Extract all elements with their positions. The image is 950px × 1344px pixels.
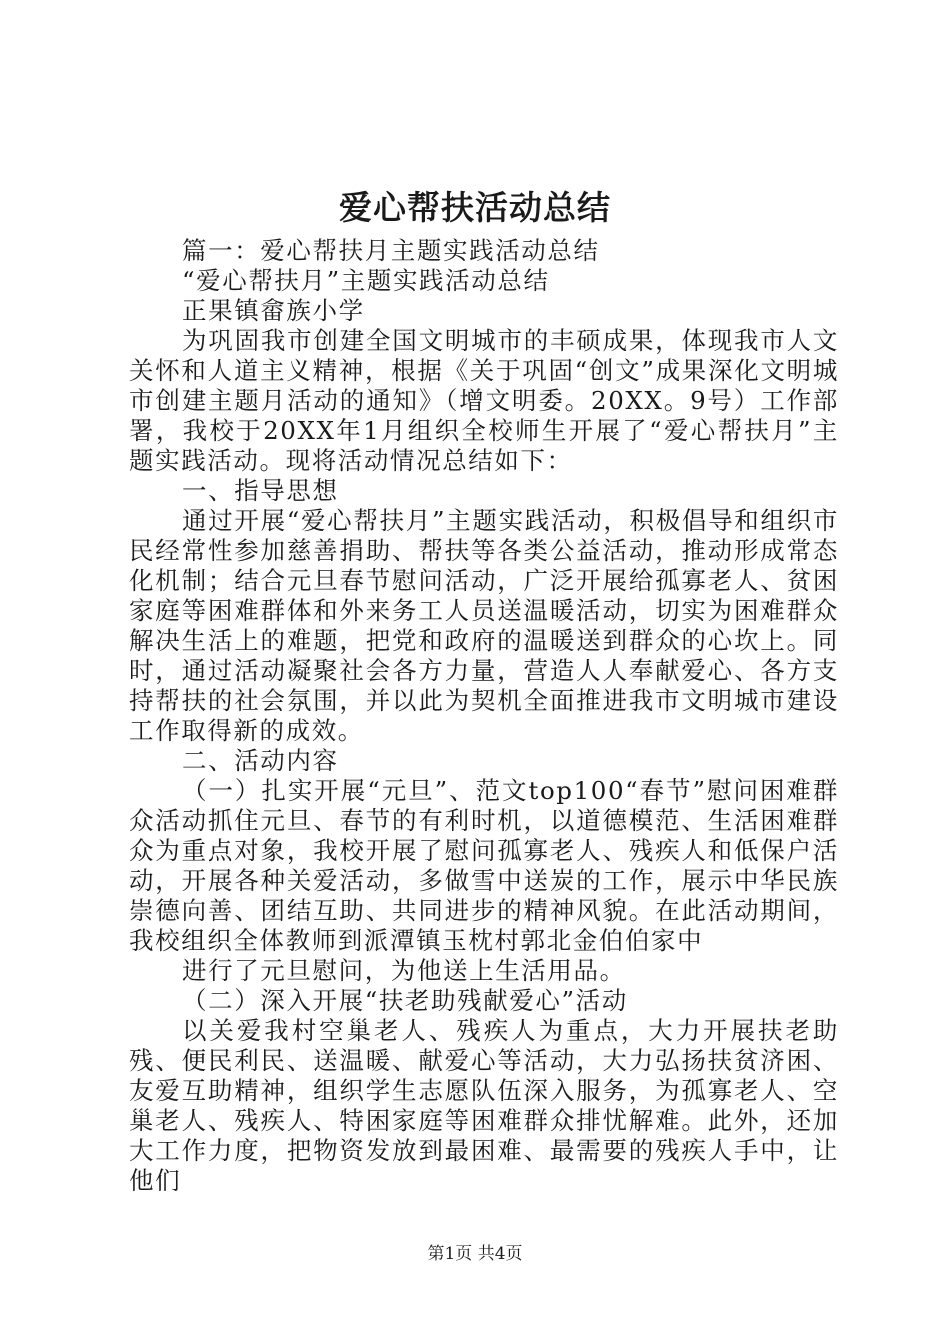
- document-body: [129, 236, 839, 1196]
- heading-guiding-thought: 一、指导思想: [182, 476, 339, 505]
- activity-one-continuation: 进行了元旦慰问，为他送上生活用品。: [182, 956, 626, 985]
- activity-two-paragraph: 以关爱我村空巢老人、残疾人为重点，大力开展扶老助残、便民利民、送温暖、献爱心等活动，大力弘扬扶贫济困、友爱互助精神，组织学生志愿队伍深入服务，为孤寡老人、空巢老人、残疾人、特困家庭等困难群众排忧解难。此外，还加大工作力度，把物资发放到最困难、最需要的残疾人手中，让他们: [129, 1016, 839, 1195]
- activity-one-paragraph: （一）扎实开展“元旦”、范文top100“春节”慰问困难群众活动抓住元旦、春节的有利时机，以道德模范、生活困难群众为重点对象，我校开展了慰问孤寡老人、残疾人和低保户活动，开展各种关爱活动，多做雪中送炭的工作，展示中华民族崇德向善、团结互助、共同进步的精神风貌。在此活动期间，我校组织全体教师到派潭镇玉枕村郭北金伯伯家中: [129, 776, 839, 955]
- subtitle: “爱心帮扶月”主题实践活动总结: [182, 266, 550, 295]
- document-title: 爱心帮扶活动总结: [339, 188, 611, 227]
- intro-paragraph: 为巩固我市创建全国文明城市的丰硕成果，体现我市人文关怀和人道主义精神，根据《关于巩固“创文”成果深化文明城市创建主题月活动的通知》（增文明委。20XX。9号）工作部署，我校于20XX年1月组织全校师生开展了“爱心帮扶月”主题实践活动。现将活动情况总结如下：: [129, 326, 839, 475]
- section-heading-part-one: 篇一：爱心帮扶月主题实践活动总结: [182, 236, 600, 265]
- page-footer: 第1页 共4页: [427, 1244, 523, 1264]
- guiding-thought-paragraph: 通过开展“爱心帮扶月”主题实践活动，积极倡导和组织市民经常性参加慈善捐助、帮扶等各类公益活动，推动形成常态化机制；结合元旦春节慰问活动，广泛开展给孤寡老人、贫困家庭等困难群体和外来务工人员送温暖活动，切实为困难群众解决生活上的难题，把党和政府的温暖送到群众的心坎上。同时，通过活动凝聚社会各方力量，营造人人奉献爱心、各方支持帮扶的社会氛围，并以此为契机全面推进我市文明城市建设工作取得新的成效。: [129, 506, 839, 745]
- heading-activity-content: 二、活动内容: [182, 746, 339, 775]
- heading-activity-two: （二）深入开展“扶老助残献爱心”活动: [182, 986, 628, 1015]
- school-name: 正果镇畲族小学: [182, 296, 365, 325]
